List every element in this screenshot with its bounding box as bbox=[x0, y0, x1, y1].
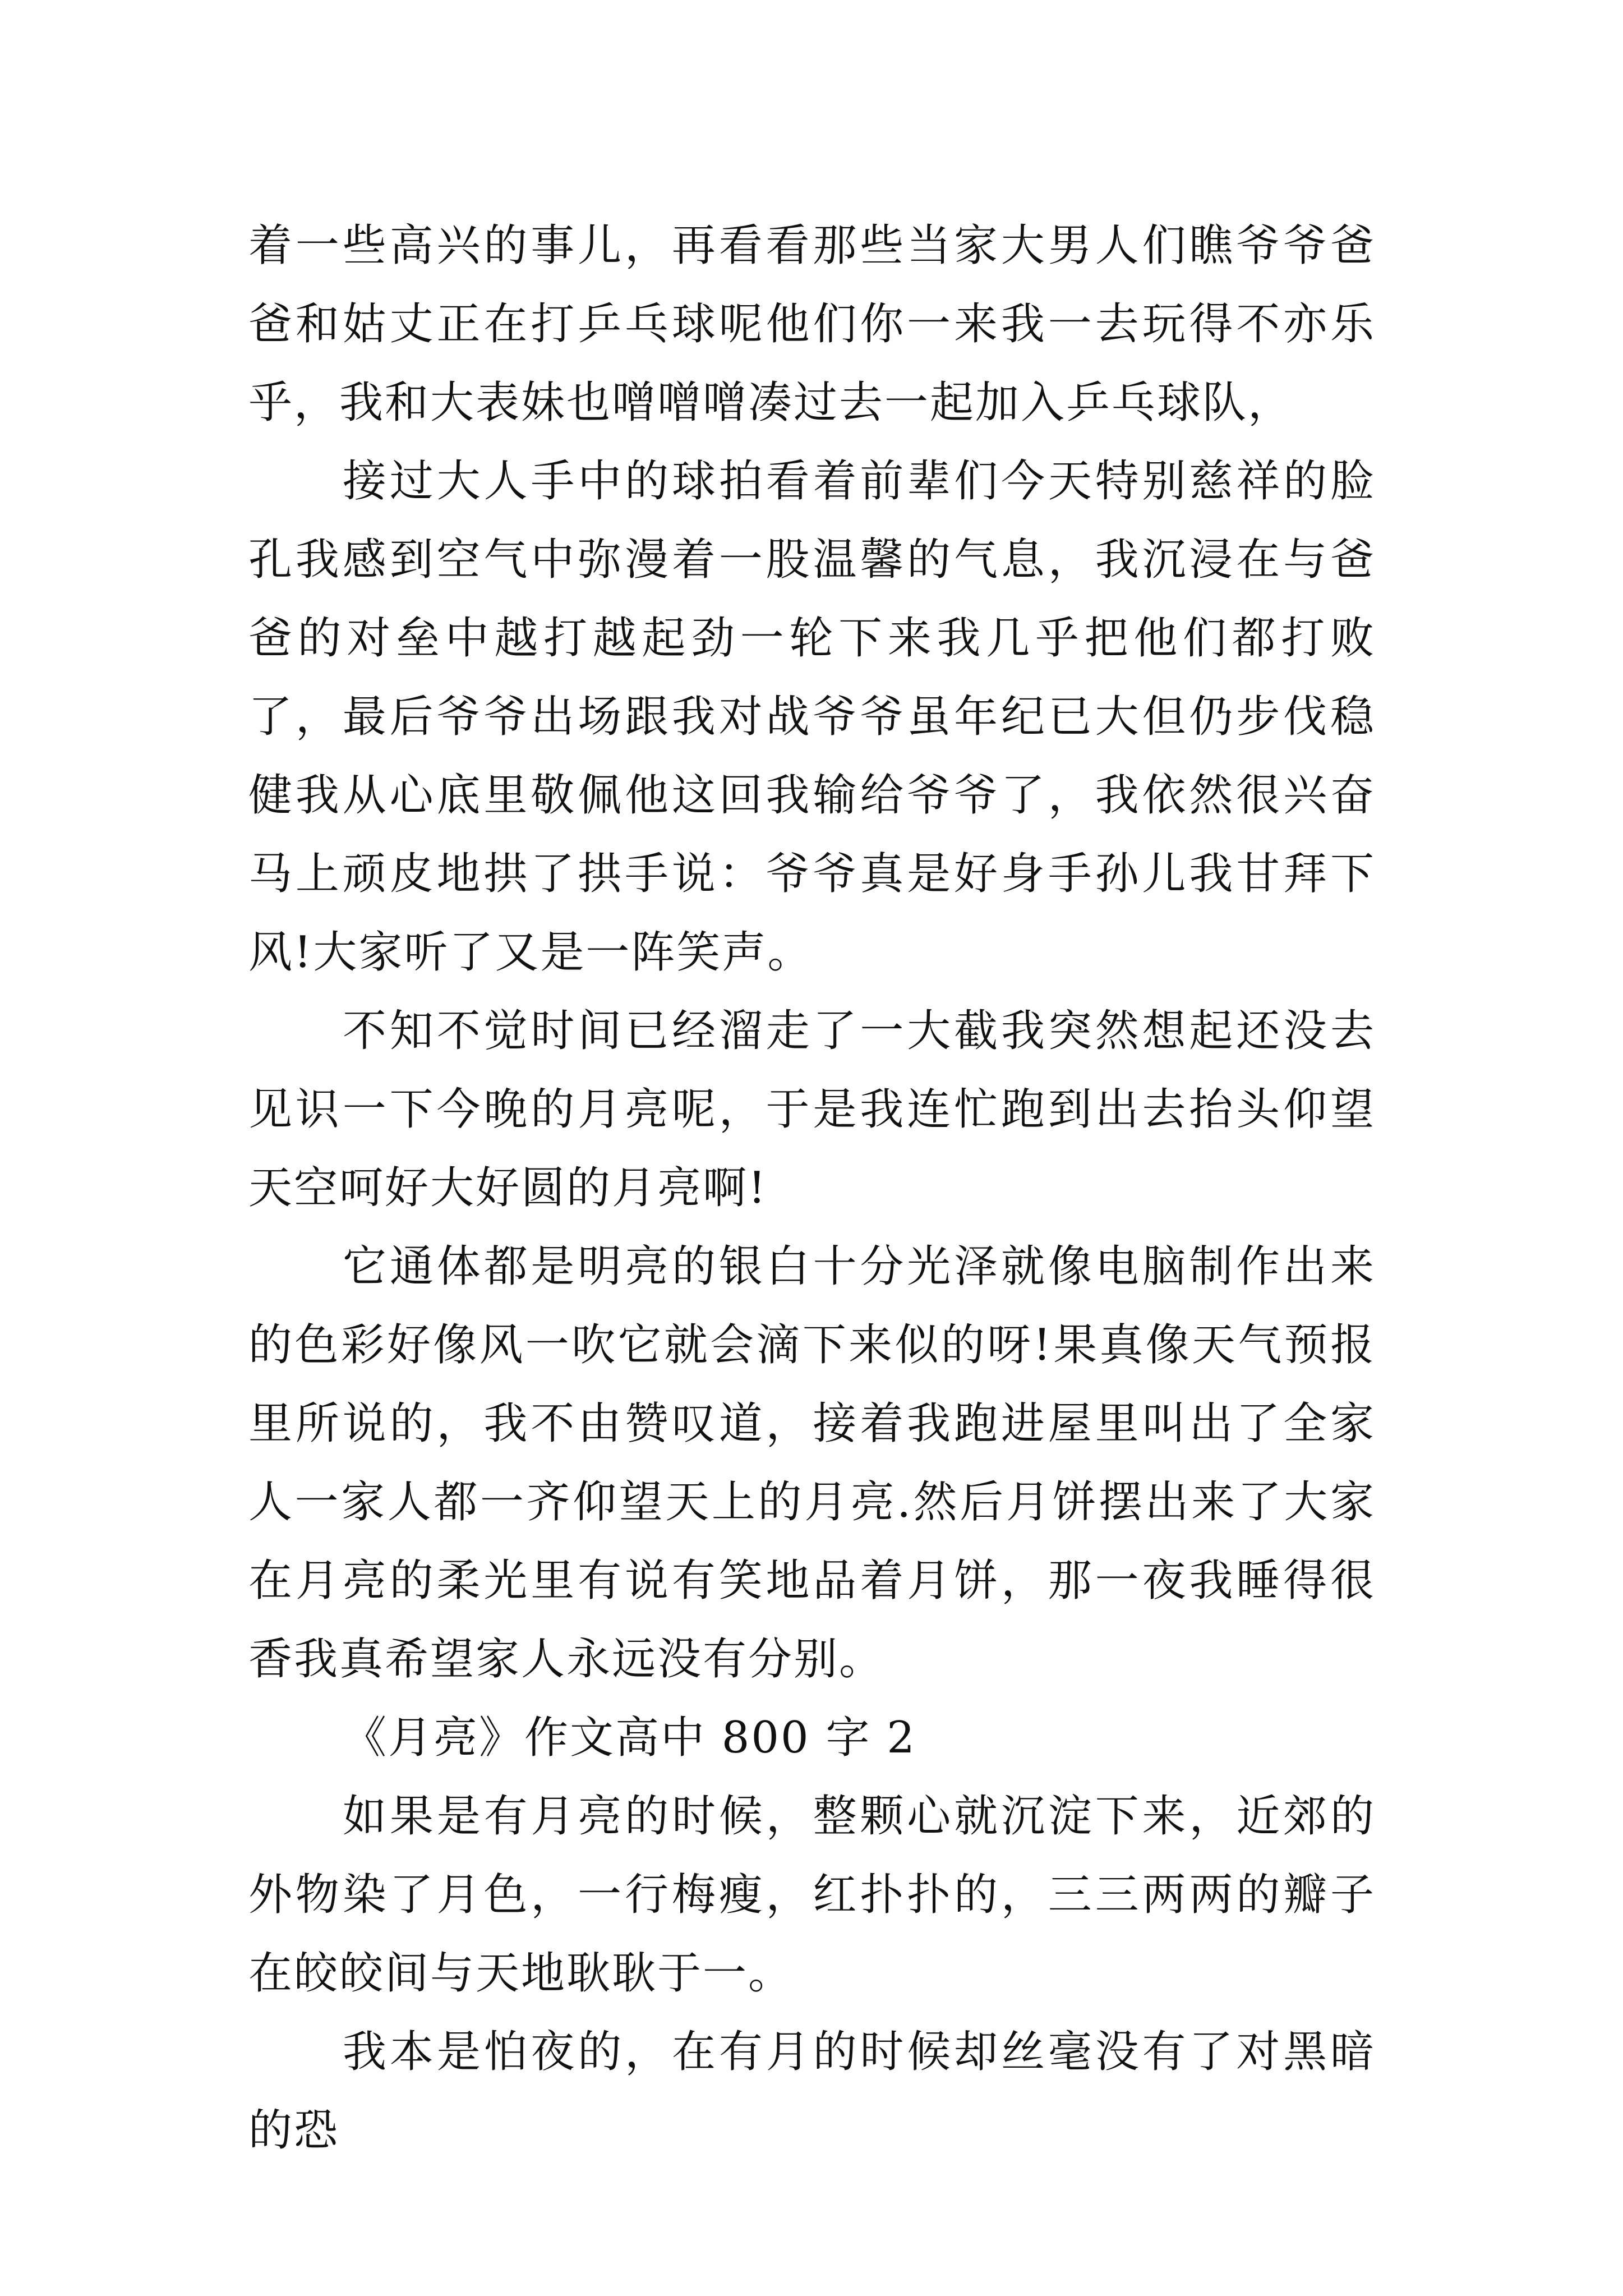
paragraph-moonlight: 如果是有月亮的时候，整颗心就沉淀下来，近郊的外物染了月色，一行梅瘦，红扑扑的，三三两两的瓣子在皎皎间与天地耿耿于一。 bbox=[248, 1791, 1376, 1999]
essay-heading: 《月亮》作文高中 800 字 2 bbox=[343, 1713, 916, 1763]
paragraph-moon-description: 它通体都是明亮的银白十分光泽就像电脑制作出来的色彩好像风一吹它就会滴下来似的呀!果真像天气预报里所说的，我不由赞叹道，接着我跑进屋里叫出了全家人一家人都一齐仰望天上的月亮.然后月饼摆出来了大家在月亮的柔光里有说有笑地品着月饼，那一夜我睡得很香我真希望家人永远没有分别。 bbox=[248, 1241, 1376, 1685]
paragraph-moon-recall: 不知不觉时间已经溜走了一大截我突然想起还没去见识一下今晚的月亮呢，于是我连忙跑到出去抬头仰望天空呵好大好圆的月亮啊! bbox=[248, 1006, 1376, 1213]
paragraph-night-fear: 我本是怕夜的，在有月的时候却丝毫没有了对黑暗的恐 bbox=[248, 2027, 1376, 2156]
paragraph-continuation: 着一些高兴的事儿，再看看那些当家大男人们瞧爷爷爸爸和姑丈正在打乒乓球呢他们你一来我一去玩得不亦乐乎，我和大表妹也噌噌噌凑过去一起加入乒乓球队， bbox=[248, 220, 1376, 428]
paragraph-ping-pong: 接过大人手中的球拍看着前辈们今天特别慈祥的脸孔我感到空气中弥漫着一股温馨的气息，我沉浸在与爸爸的对垒中越打越起劲一轮下来我几乎把他们都打败了，最后爷爷出场跟我对战爷爷虽年纪已大但仍步伐稳健我从心底里敬佩他这回我输给爷爷了，我依然很兴奋马上顽皮地拱了拱手说：爷爷真是好身手孙儿我甘拜下风!大家听了又是一阵笑声。 bbox=[248, 456, 1376, 978]
document-body bbox=[248, 206, 1376, 2170]
